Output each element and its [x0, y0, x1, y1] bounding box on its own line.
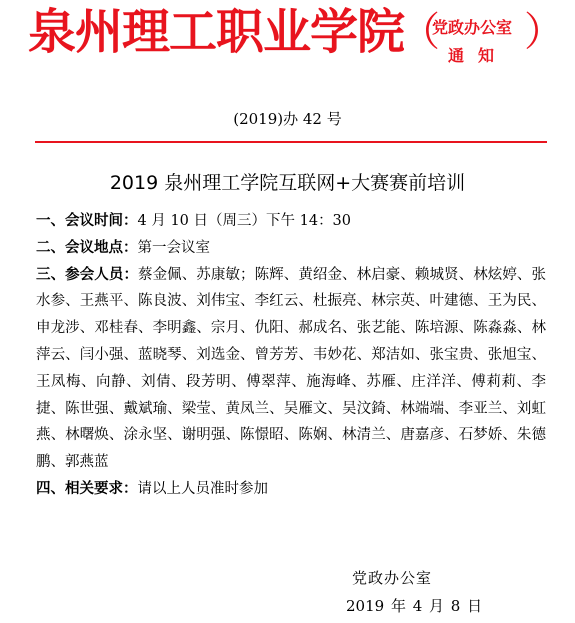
school-name: 泉州理工职业学院 [28, 4, 405, 60]
meeting-time-label: 一、会议时间： [36, 213, 138, 229]
meeting-place-item [36, 235, 546, 262]
dept-open-paren: （ [400, 9, 440, 55]
document-number: (2019)办 42 号 [233, 110, 342, 128]
meeting-place-value: 第一会议室 [137, 239, 210, 256]
requirements-item [36, 476, 546, 503]
meeting-time-item [36, 208, 546, 235]
notice-label: 通知 [447, 46, 508, 65]
notice-body [36, 208, 546, 503]
attendees-label: 三、参会人员： [36, 266, 139, 283]
signature-date: 2019 年 4 月 8 日 [346, 597, 483, 615]
attendees-list: 蔡金佩、苏康敏；陈辉、黄绍金、林启豪、赖城贤、林炫婷、张水参、王燕平、陈良波、刘伟宝、李红云、杜振亮、林宗英、叶建德、王为民、申龙涉、邓桂春、李明鑫、宗月、仇阳、郝成名、张艺能、陈培源、陈淼淼、林萍云、闫小强、蓝晓琴、刘选金、曾芳芳、韦妙花、郑洁如、张宝贵、张旭宝、王凤梅、向静、刘倩、段芳明、傅翠萍、施海峰、苏雁、庄洋洋、傅莉莉、李捷、陈世强、戴斌瑜、梁莹、黄凤兰、吴雁文、吴汶錡、林端端、李亚兰、刘虹燕、林曙焕、涂永坚、谢明强、陈憬昭、陈娴、林清兰、唐嘉彦、石梦娇、朱德鹏、郭燕蓝 [36, 266, 546, 471]
dept-close-paren: ） [524, 9, 564, 55]
requirements-label: 四、相关要求： [36, 480, 138, 497]
attendees-item [36, 262, 546, 476]
meeting-time-value: 4 月 10 日（周三）下午 14：30 [137, 213, 352, 229]
department-notice-label [422, 14, 522, 70]
requirements-value: 请以上人员准时参加 [137, 480, 268, 497]
department-name: 党政办公室 [431, 18, 512, 37]
meeting-place-label: 二、会议地点： [36, 239, 138, 256]
red-divider [35, 141, 547, 143]
signature-department: 党政办公室 [352, 569, 433, 587]
document-header [0, 0, 575, 90]
notice-title: 2019 泉州理工学院互联网+大赛赛前培训 [109, 172, 466, 194]
